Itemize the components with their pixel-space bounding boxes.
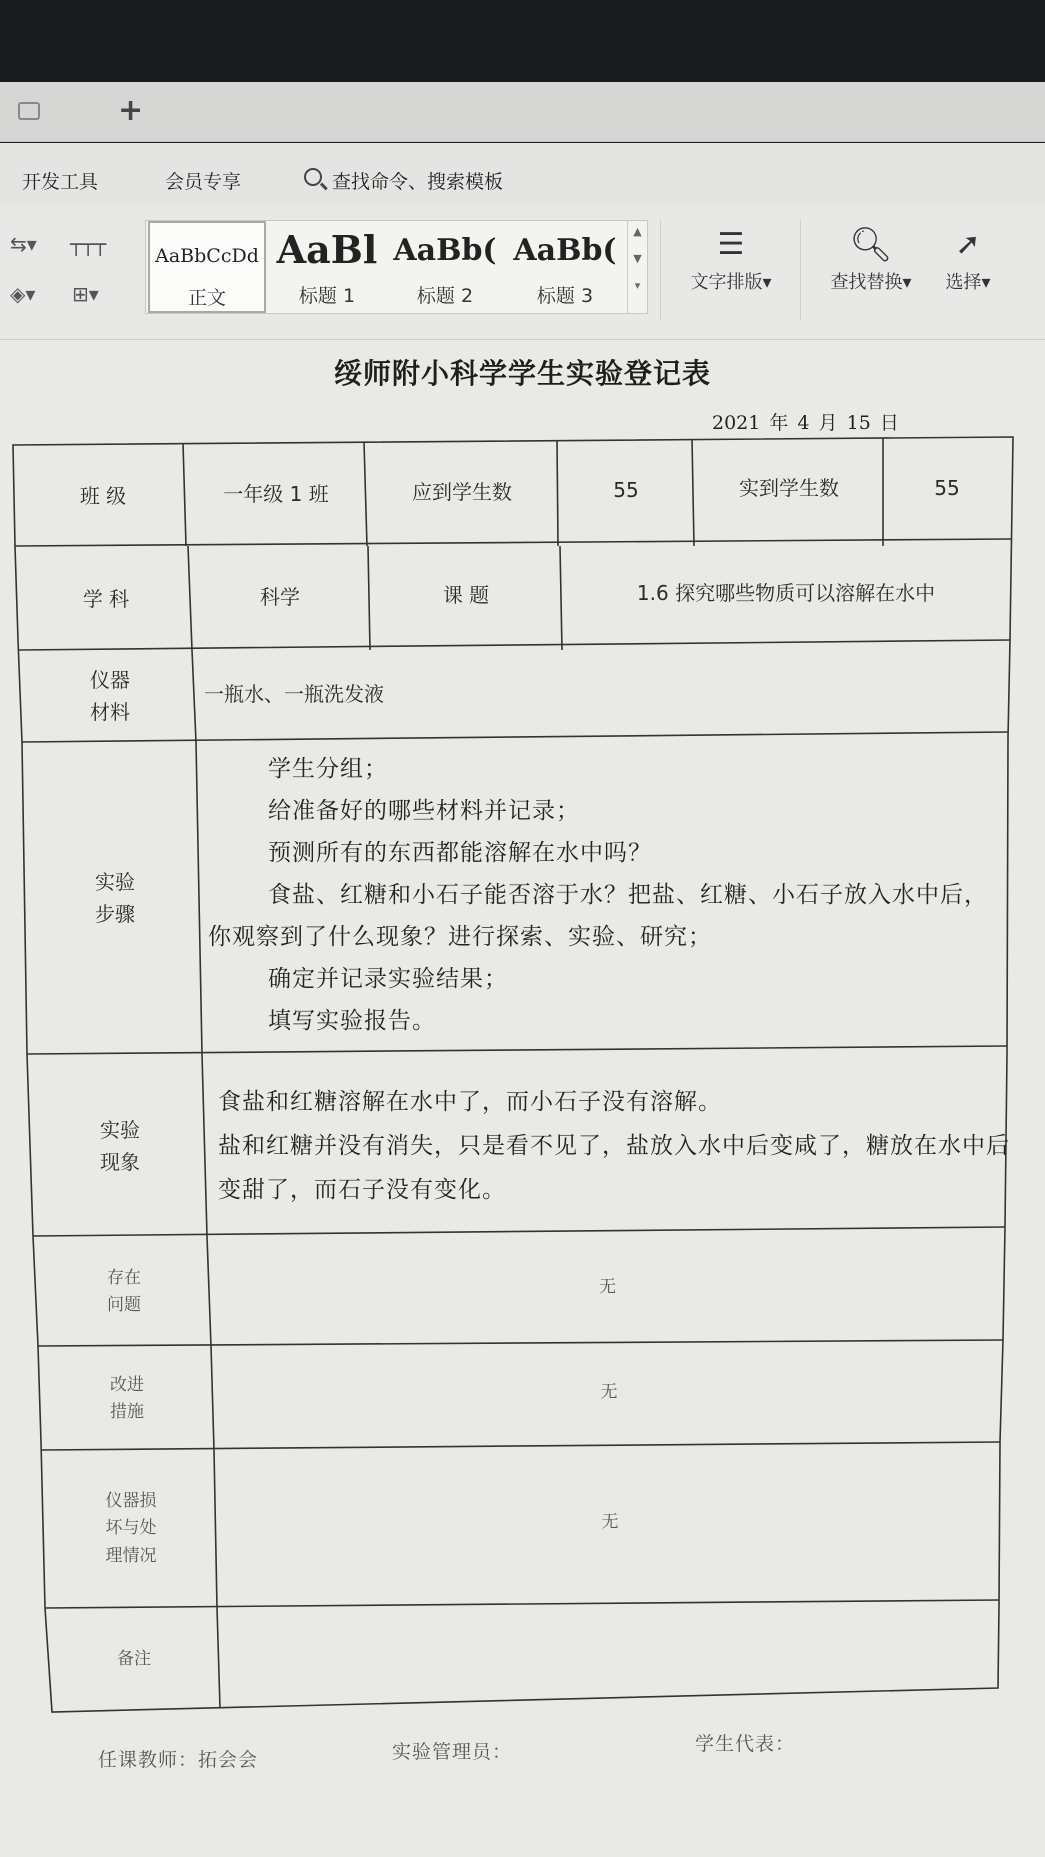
expected-value: 55 — [613, 478, 639, 502]
shading-icon[interactable]: ◈▾ — [10, 282, 36, 306]
problems-value: 无 — [599, 1277, 616, 1298]
phenomenon-label: 实验 现象 — [100, 1118, 140, 1174]
new-tab-button[interactable]: + — [118, 93, 144, 128]
subject-label: 学 科 — [82, 587, 130, 611]
subject-value: 科学 — [260, 585, 300, 609]
indent-icon[interactable]: ⇆▾ — [10, 232, 37, 256]
actual-label: 实到学生数 — [739, 476, 839, 500]
phenomenon-line: 食盐和红糖溶解在水中了，而小石子没有溶解。 — [218, 1089, 722, 1115]
phenomenon-content — [218, 1080, 1018, 1212]
style-heading-2[interactable]: AaBb( 标题 2 — [393, 233, 497, 307]
class-label: 班 级 — [79, 484, 127, 508]
damage-value: 无 — [601, 1512, 619, 1533]
cursor-arrow-icon: ➚ — [955, 227, 981, 262]
topic-value: 1.6 探究哪些物质可以溶解在水中 — [636, 581, 936, 605]
chevron-down-icon[interactable]: ▼ — [633, 252, 642, 265]
materials-value: 一瓶水、一瓶洗发液 — [204, 682, 384, 706]
menu-member-exclusive[interactable]: 会员专享 — [165, 171, 242, 193]
gallery-expand-icon[interactable]: ▾ — [634, 279, 641, 292]
border-icon[interactable]: ⊞▾ — [72, 282, 99, 306]
actual-value: 55 — [934, 476, 960, 500]
phenomenon-line: 盐和红糖并没有消失，只是看不见了，盐放入水中后变咸了，糖放在水中后变甜了，而石子没有变化。 — [218, 1133, 1010, 1203]
materials-label: 仪器 材料 — [90, 668, 130, 724]
expected-label: 应到学生数 — [412, 480, 512, 504]
damage-label: 仪器损 坏与处 理情况 — [105, 1491, 157, 1566]
find-replace-button[interactable]: 🔍︎ 查找替换▾ — [812, 222, 930, 294]
steps-label: 实验 步骤 — [95, 870, 135, 926]
text-layout-icon: ☰ — [717, 227, 745, 262]
improvements-value: 无 — [600, 1382, 618, 1403]
style-normal[interactable]: AaBbCcDd 正文 — [148, 221, 266, 313]
menu-developer-tools[interactable]: 开发工具 — [22, 171, 99, 193]
style-heading-3[interactable]: AaBb( 标题 3 — [513, 233, 617, 307]
footer-student-rep: 学生代表： — [695, 1733, 796, 1755]
select-button[interactable]: ➚ 选择▾ — [930, 222, 1006, 294]
steps-content — [208, 748, 998, 1042]
ruler-icon[interactable]: ┬┬┬ — [70, 232, 107, 256]
problems-label: 存在 问题 — [107, 1267, 141, 1315]
footer-teacher: 任课教师：拓会会 — [98, 1749, 259, 1771]
improvements-label: 改进 措施 — [110, 1374, 144, 1422]
command-search[interactable]: 查找命令、搜索模板 — [332, 171, 504, 193]
topic-label: 课 题 — [442, 583, 490, 607]
text-layout-button[interactable]: ☰ 文字排版▾ — [672, 222, 790, 294]
step-line: 食盐、红糖和小石子能否溶于水？把盐、红糖、小石子放入水中后，你观察到了什么现象？进行探索、实验、研究； — [208, 882, 988, 950]
step-line: 学生分组； — [268, 756, 388, 782]
chevron-up-icon[interactable]: ▲ — [633, 225, 642, 238]
step-line: 填写实验报告。 — [268, 1008, 436, 1034]
step-line: 确定并记录实验结果； — [268, 966, 508, 992]
step-line: 给准备好的哪些材料并记录； — [268, 798, 580, 824]
document-title: 绥师附小科学学生实验登记表 — [333, 357, 711, 390]
class-value: 一年级 1 班 — [223, 482, 329, 506]
remarks-label: 备注 — [117, 1649, 151, 1670]
magnifier-icon: 🔍︎ — [849, 225, 893, 265]
footer-lab-manager: 实验管理员： — [392, 1741, 513, 1763]
document-date: 2021 年 4 月 15 日 — [712, 412, 899, 434]
step-line: 预测所有的东西都能溶解在水中吗？ — [268, 840, 652, 866]
style-heading-1[interactable]: AaBl 标题 1 — [276, 227, 378, 307]
remarks-value — [220, 1606, 998, 1702]
